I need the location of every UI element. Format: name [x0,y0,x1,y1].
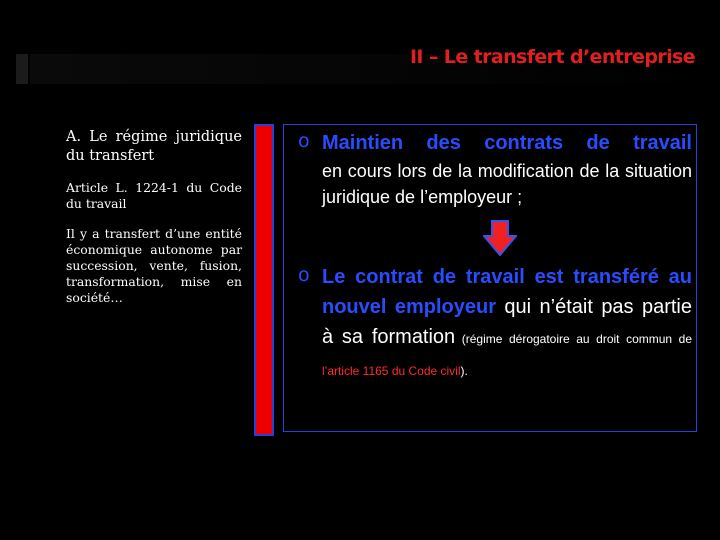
circle-bullet-icon: o [298,130,310,152]
point2-heading: Le contrat de travail est transféré au nouvel employeur [322,266,692,318]
slide-title: II – Le transfert d’entreprise [409,46,695,68]
point1-text: en cours lors de la modification de la situation juridique de l’employeur ; [322,161,692,207]
red-divider-bar [254,124,274,436]
point2-text: qui n’était pas partie à sa formation [322,296,693,348]
point1-heading: Maintien des contrats de travail [322,132,692,154]
corner-decoration [16,54,28,84]
note-close: ). [460,364,468,378]
section-heading: A. Le régime juridique du transfert [66,129,242,164]
note-open: (régime dérogatoire au droit commun de [455,332,692,346]
legal-reference: l’article 1165 du Code civil [322,364,461,378]
article-reference: Article L. 1224-1 du Code du travail [66,180,242,211]
bullet-point-2 [298,262,692,386]
definition-text: Il y a transfert d’une entité économique autonome par succession, vente, fusion, transformation, mise en société… [66,226,242,305]
circle-bullet-icon: o [298,264,310,286]
down-arrow-icon [483,220,517,256]
left-column [66,128,242,306]
bullet-point-1 [298,128,692,210]
